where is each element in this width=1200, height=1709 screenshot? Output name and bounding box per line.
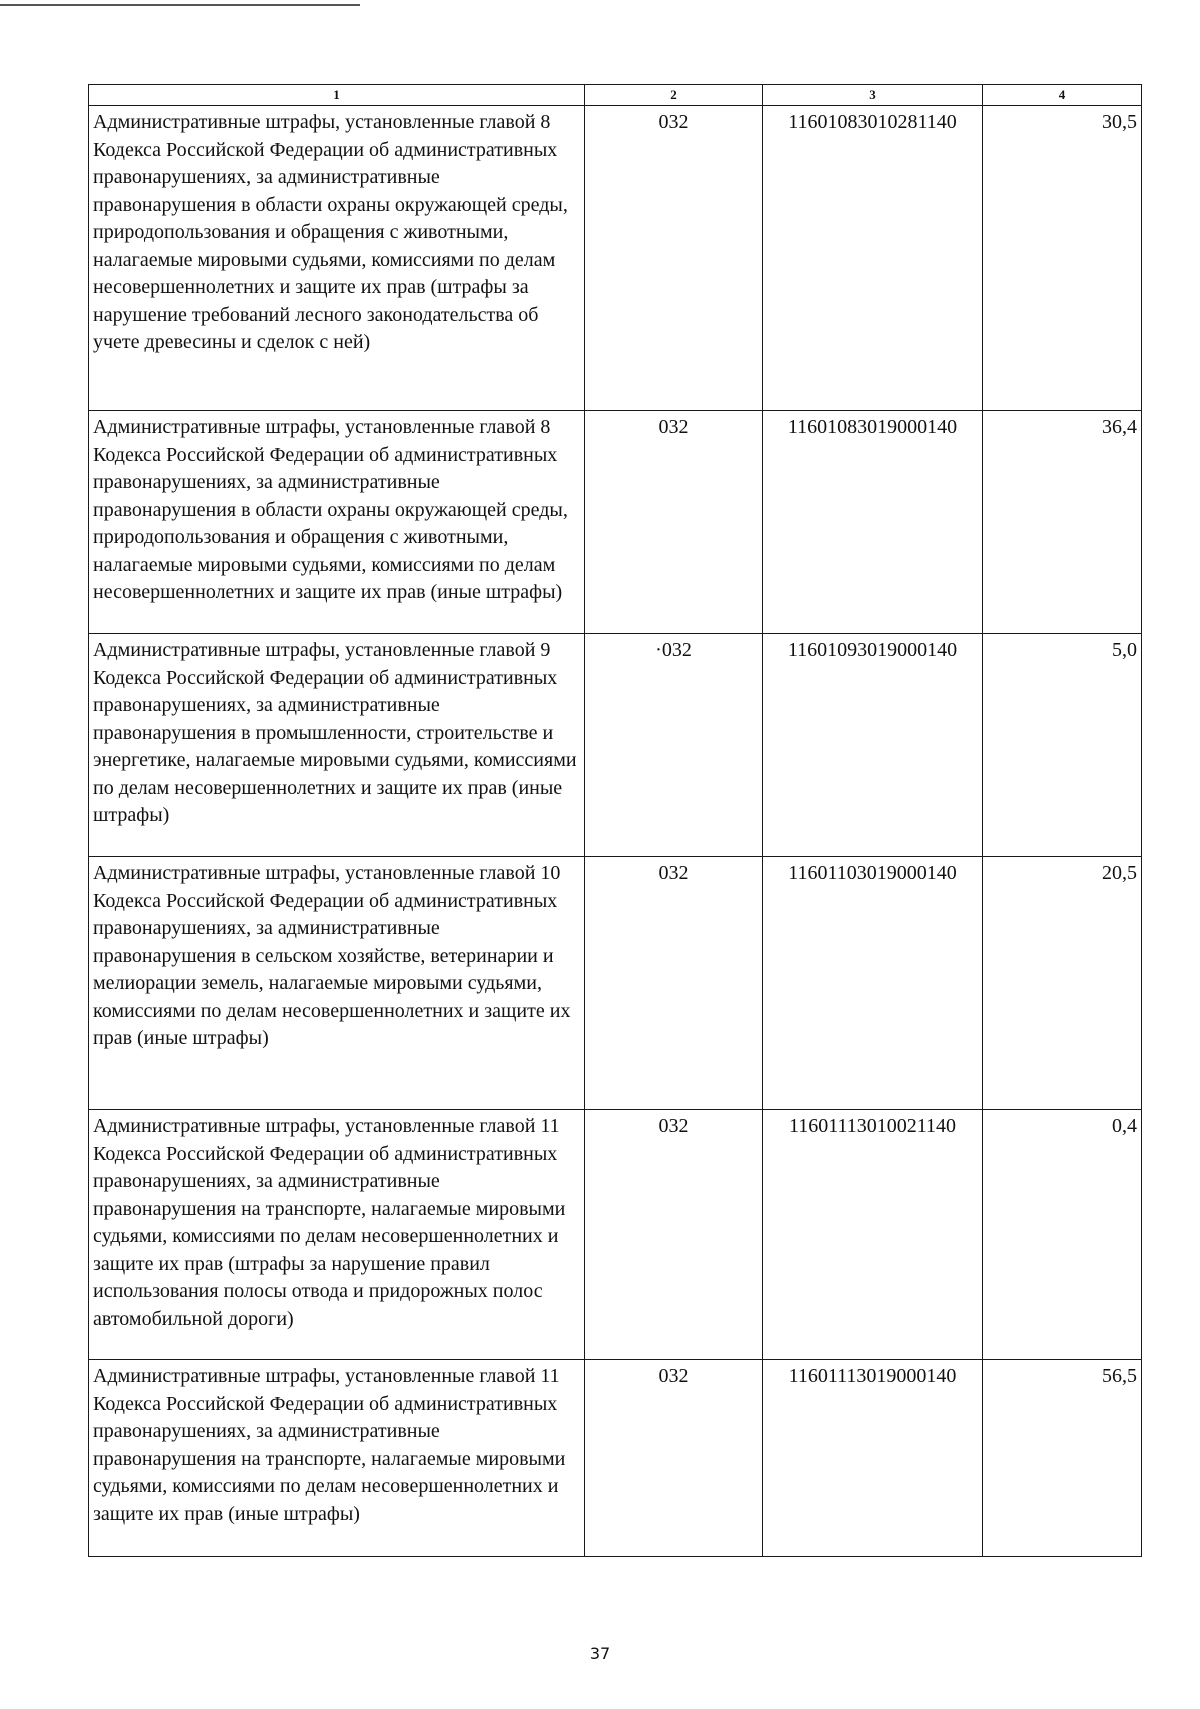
page-number: 37 <box>589 1644 611 1663</box>
table-row <box>89 634 1142 857</box>
row-budget-code: 11601083019000140 <box>763 411 983 634</box>
top-scan-rule <box>0 4 360 6</box>
row-amount: 30,5 <box>983 106 1142 411</box>
row-admin-code: ·032 <box>585 634 763 857</box>
row-name: Административные штрафы, установленные главой 8 Кодекса Российской Федерации об административных правонарушениях, за административные правонарушения в области охраны окружающей среды, природопользования и обращения с животными, налагаемые мировыми судьями, комиссиями по делам несовершеннолетних и защите их прав (штрафы за нарушение требований лесного законодательства об учете древесины и сделок с ней) <box>89 106 585 411</box>
row-budget-code: 11601083010281140 <box>763 106 983 411</box>
row-budget-code: 11601103019000140 <box>763 857 983 1110</box>
row-budget-code: 11601113010021140 <box>763 1110 983 1360</box>
row-amount: 20,5 <box>983 857 1142 1110</box>
row-admin-code: 032 <box>585 1110 763 1360</box>
row-budget-code: 11601093019000140 <box>763 634 983 857</box>
row-name: Административные штрафы, установленные главой 11 Кодекса Российской Федерации об административных правонарушениях, за административные правонарушения на транспорте, налагаемые мировыми судьями, комиссиями по делам несовершеннолетних и защите их прав (иные штрафы) <box>89 1360 585 1557</box>
table-row <box>89 1110 1142 1360</box>
row-amount: 5,0 <box>983 634 1142 857</box>
column-header-4: 4 <box>983 85 1142 106</box>
column-header-3: 3 <box>763 85 983 106</box>
fines-table <box>88 84 1142 1557</box>
row-name: Административные штрафы, установленные главой 8 Кодекса Российской Федерации об административных правонарушениях, за административные правонарушения в области охраны окружающей среды, природопользования и обращения с животными, налагаемые мировыми судьями, комиссиями по делам несовершеннолетних и защите их прав (иные штрафы) <box>89 411 585 634</box>
table-row <box>89 857 1142 1110</box>
row-name: Административные штрафы, установленные главой 9 Кодекса Российской Федерации об административных правонарушениях, за административные правонарушения в промышленности, строительстве и энергетике, налагаемые мировыми судьями, комиссиями по делам несовершеннолетних и защите их прав (иные штрафы) <box>89 634 585 857</box>
column-header-1: 1 <box>89 85 585 106</box>
row-name: Административные штрафы, установленные главой 11 Кодекса Российской Федерации об административных правонарушениях, за административные правонарушения на транспорте, налагаемые мировыми судьями, комиссиями по делам несовершеннолетних и защите их прав (штрафы за нарушение правил использования полосы отвода и придорожных полос автомобильной дороги) <box>89 1110 585 1360</box>
row-admin-code: 032 <box>585 106 763 411</box>
row-admin-code: 032 <box>585 1360 763 1557</box>
row-amount: 0,4 <box>983 1110 1142 1360</box>
table-row <box>89 1360 1142 1557</box>
row-admin-code: 032 <box>585 411 763 634</box>
row-name: Административные штрафы, установленные главой 10 Кодекса Российской Федерации об административных правонарушениях, за административные правонарушения в сельском хозяйстве, ветеринарии и мелиорации земель, налагаемые мировыми судьями, комиссиями по делам несовершеннолетних и защите их прав (иные штрафы) <box>89 857 585 1110</box>
table-row <box>89 411 1142 634</box>
row-budget-code: 11601113019000140 <box>763 1360 983 1557</box>
header-row <box>89 85 1142 106</box>
row-amount: 36,4 <box>983 411 1142 634</box>
row-admin-code: 032 <box>585 857 763 1110</box>
column-header-2: 2 <box>585 85 763 106</box>
table-row <box>89 106 1142 411</box>
row-amount: 56,5 <box>983 1360 1142 1557</box>
